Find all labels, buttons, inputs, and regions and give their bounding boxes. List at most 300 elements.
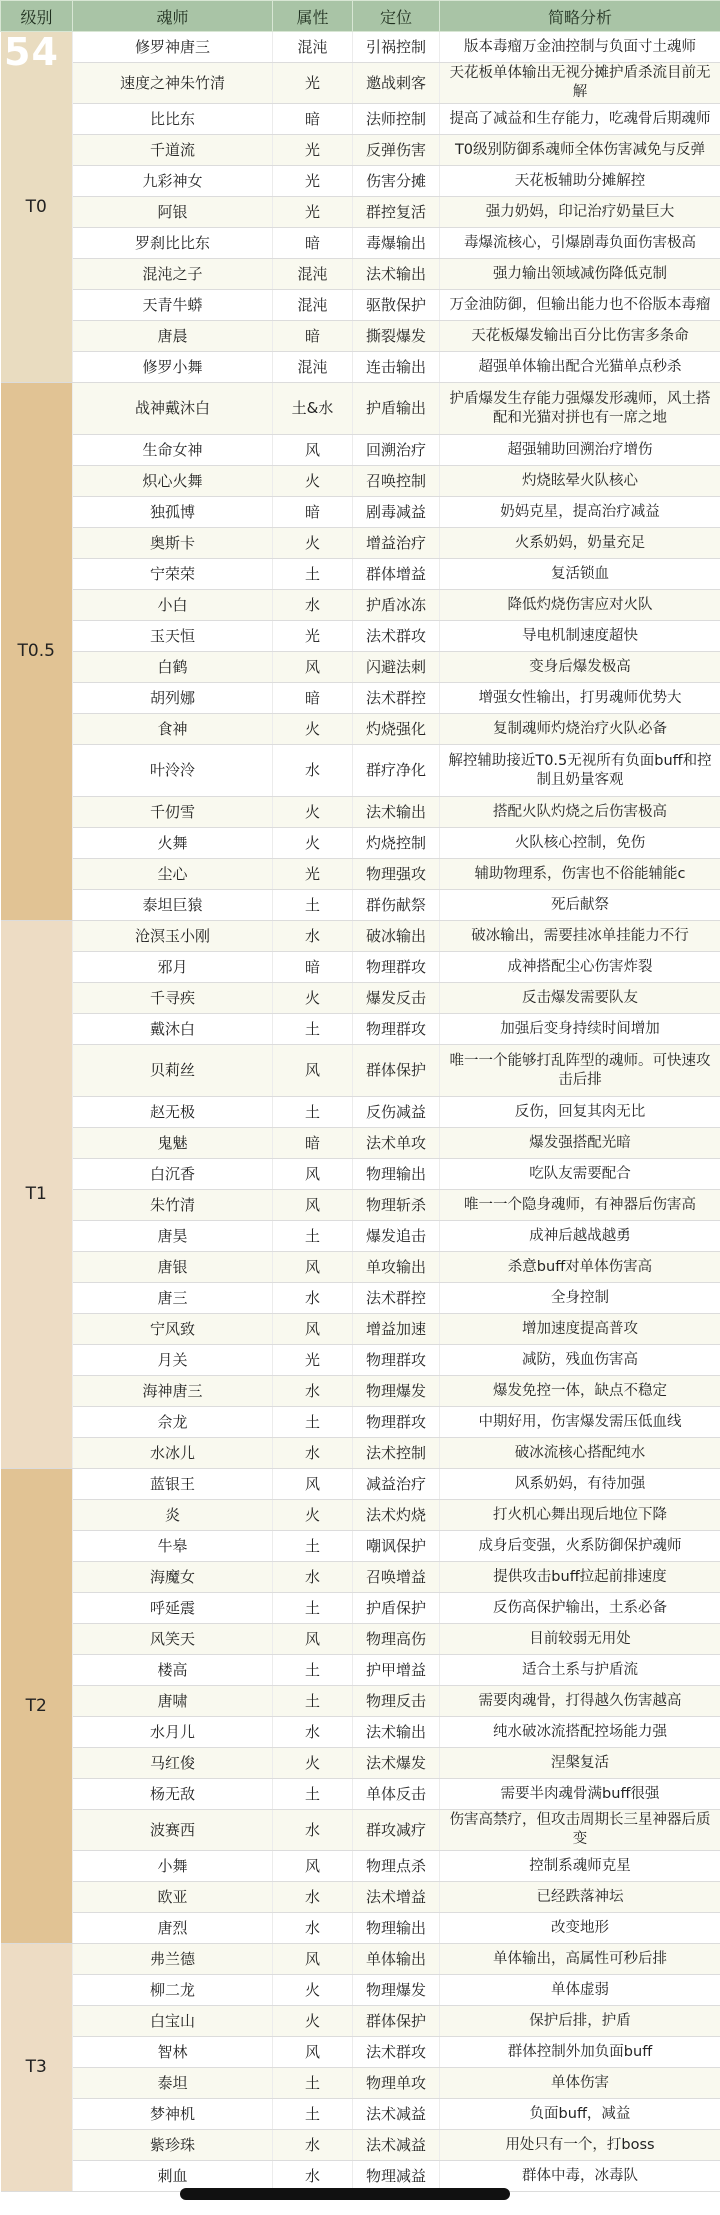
hero-name: 梦神机: [73, 2099, 273, 2130]
hero-attribute: 土: [273, 559, 353, 590]
table-row: [1, 2161, 720, 2192]
hero-attribute: 水: [273, 1438, 353, 1469]
hero-role: 撕裂爆发: [353, 321, 440, 352]
hero-name: 千寻疾: [73, 983, 273, 1014]
hero-attribute: 光: [273, 197, 353, 228]
table-row: [1, 1283, 720, 1314]
hero-analysis: 超强单体输出配合光猫单点秒杀: [440, 352, 720, 383]
hero-role: 物理高伤: [353, 1624, 440, 1655]
hero-name: 战神戴沐白: [73, 383, 273, 435]
table-row: [1, 859, 720, 890]
hero-role: 法术输出: [353, 1717, 440, 1748]
table-row: [1, 745, 720, 797]
hero-analysis: 负面buff，减益: [440, 2099, 720, 2130]
hero-attribute: 水: [273, 1882, 353, 1913]
hero-name: 玉天恒: [73, 621, 273, 652]
hero-attribute: 水: [273, 1283, 353, 1314]
table-row: [1, 983, 720, 1014]
hero-analysis: 伤害高禁疗，但攻击周期长三星神器后质变: [440, 1810, 720, 1851]
table-row: [1, 921, 720, 952]
table-row: [1, 259, 720, 290]
hero-analysis: 群体中毒，冰毒队: [440, 2161, 720, 2192]
hero-attribute: 火: [273, 1748, 353, 1779]
hero-attribute: 土: [273, 1593, 353, 1624]
hero-analysis: 增强女性输出，打男魂师优势大: [440, 683, 720, 714]
hero-role: 法术爆发: [353, 1748, 440, 1779]
hero-name: 弗兰德: [73, 1944, 273, 1975]
hero-analysis: 爆发强搭配光暗: [440, 1128, 720, 1159]
hero-role: 物理群攻: [353, 1345, 440, 1376]
hero-analysis: 毒爆流核心，引爆剧毒负面伤害极高: [440, 228, 720, 259]
hero-role: 灼烧控制: [353, 828, 440, 859]
table-row: [1, 1531, 720, 1562]
hero-name: 白沉香: [73, 1159, 273, 1190]
hero-role: 单攻输出: [353, 1252, 440, 1283]
hero-name: 小舞: [73, 1851, 273, 1882]
hero-attribute: 光: [273, 135, 353, 166]
hero-name: 食神: [73, 714, 273, 745]
hero-attribute: 土: [273, 1097, 353, 1128]
table-row: [1, 797, 720, 828]
hero-role: 闪避法刺: [353, 652, 440, 683]
hero-name: 沧溟玉小刚: [73, 921, 273, 952]
hero-name: 邪月: [73, 952, 273, 983]
hero-analysis: 复制魂师灼烧治疗火队必备: [440, 714, 720, 745]
hero-name: 贝莉丝: [73, 1045, 273, 1097]
hero-name: 风笑天: [73, 1624, 273, 1655]
hero-attribute: 暗: [273, 1128, 353, 1159]
table-row: [1, 290, 720, 321]
hero-name: 罗刹比比东: [73, 228, 273, 259]
hero-role: 反弹伤害: [353, 135, 440, 166]
hero-role: 破冰输出: [353, 921, 440, 952]
hero-role: 物理点杀: [353, 1851, 440, 1882]
hero-attribute: 暗: [273, 104, 353, 135]
hero-analysis: 死后献祭: [440, 890, 720, 921]
hero-attribute: 混沌: [273, 259, 353, 290]
hero-role: 法术减益: [353, 2099, 440, 2130]
header-analysis: 简略分析: [440, 1, 720, 32]
hero-attribute: 风: [273, 1190, 353, 1221]
hero-analysis: 破冰输出，需要挂冰单挂能力不行: [440, 921, 720, 952]
hero-attribute: 土: [273, 2068, 353, 2099]
hero-attribute: 风: [273, 1851, 353, 1882]
table-row: [1, 32, 720, 63]
hero-name: 欧亚: [73, 1882, 273, 1913]
hero-attribute: 暗: [273, 683, 353, 714]
table-row: [1, 683, 720, 714]
hero-analysis: 奶妈克星，提高治疗减益: [440, 497, 720, 528]
hero-attribute: 火: [273, 466, 353, 497]
hero-role: 单体输出: [353, 1944, 440, 1975]
hero-attribute: 火: [273, 828, 353, 859]
hero-name: 修罗神唐三: [73, 32, 273, 63]
hero-attribute: 风: [273, 1944, 353, 1975]
hero-analysis: 导电机制速度超快: [440, 621, 720, 652]
hero-analysis: 单体输出，高属性可秒后排: [440, 1944, 720, 1975]
hero-analysis: 反伤，回复其肉无比: [440, 1097, 720, 1128]
hero-role: 法术单攻: [353, 1128, 440, 1159]
hero-attribute: 土&水: [273, 383, 353, 435]
table-row: [1, 228, 720, 259]
hero-analysis: 需要半肉魂骨满buff很强: [440, 1779, 720, 1810]
hero-attribute: 火: [273, 2006, 353, 2037]
hero-role: 驱散保护: [353, 290, 440, 321]
hero-attribute: 暗: [273, 952, 353, 983]
hero-analysis: 提供攻击buff拉起前排速度: [440, 1562, 720, 1593]
hero-attribute: 土: [273, 1686, 353, 1717]
hero-role: 物理群攻: [353, 1014, 440, 1045]
hero-role: 剧毒减益: [353, 497, 440, 528]
hero-attribute: 水: [273, 1810, 353, 1851]
table-row: [1, 828, 720, 859]
table-row: [1, 352, 720, 383]
hero-name: 柳二龙: [73, 1975, 273, 2006]
table-row: [1, 1810, 720, 1851]
hero-name: 尘心: [73, 859, 273, 890]
hero-analysis: 解控辅助接近T0.5无视所有负面buff和控制且奶量客观: [440, 745, 720, 797]
table-row: [1, 1221, 720, 1252]
hero-attribute: 风: [273, 1252, 353, 1283]
hero-role: 法术群攻: [353, 621, 440, 652]
hero-attribute: 火: [273, 528, 353, 559]
table-row: [1, 197, 720, 228]
hero-analysis: 天花板爆发输出百分比伤害多条命: [440, 321, 720, 352]
scrollbar[interactable]: [180, 2188, 510, 2200]
hero-role: 减益治疗: [353, 1469, 440, 1500]
hero-analysis: 涅槃复活: [440, 1748, 720, 1779]
hero-role: 回溯治疗: [353, 435, 440, 466]
hero-role: 群疗净化: [353, 745, 440, 797]
hero-name: 宁荣荣: [73, 559, 273, 590]
hero-analysis: 强力奶妈，印记治疗奶量巨大: [440, 197, 720, 228]
hero-attribute: 暗: [273, 321, 353, 352]
table-row: [1, 1851, 720, 1882]
hero-attribute: 风: [273, 1314, 353, 1345]
tier-label: T3: [1, 1944, 73, 2192]
table-row: [1, 559, 720, 590]
hero-role: 邀战刺客: [353, 63, 440, 104]
hero-attribute: 混沌: [273, 32, 353, 63]
hero-analysis: 单体虚弱: [440, 1975, 720, 2006]
hero-attribute: 水: [273, 921, 353, 952]
hero-attribute: 风: [273, 652, 353, 683]
hero-analysis: 反击爆发需要队友: [440, 983, 720, 1014]
hero-analysis: 群体控制外加负面buff: [440, 2037, 720, 2068]
hero-name: 刺血: [73, 2161, 273, 2192]
hero-role: 群体增益: [353, 559, 440, 590]
hero-name: 鬼魅: [73, 1128, 273, 1159]
hero-analysis: 提高了减益和生存能力，吃魂骨后期魂师: [440, 104, 720, 135]
hero-role: 法术减益: [353, 2130, 440, 2161]
hero-analysis: 天花板单体输出无视分摊护盾杀流目前无解: [440, 63, 720, 104]
table-row: [1, 321, 720, 352]
table-row: [1, 1717, 720, 1748]
table-row: [1, 714, 720, 745]
hero-role: 法术群控: [353, 683, 440, 714]
table-row: [1, 1748, 720, 1779]
hero-name: 杨无敌: [73, 1779, 273, 1810]
hero-analysis: 成身后变强，火系防御保护魂师: [440, 1531, 720, 1562]
hero-role: 护盾冰冻: [353, 590, 440, 621]
hero-analysis: 成神搭配尘心伤害炸裂: [440, 952, 720, 983]
table-row: [1, 1159, 720, 1190]
table-row: [1, 952, 720, 983]
hero-analysis: 已经跌落神坛: [440, 1882, 720, 1913]
hero-name: 修罗小舞: [73, 352, 273, 383]
hero-role: 法师控制: [353, 104, 440, 135]
table-row: [1, 1500, 720, 1531]
hero-attribute: 风: [273, 435, 353, 466]
hero-analysis: 爆发免控一体，缺点不稳定: [440, 1376, 720, 1407]
hero-role: 物理反击: [353, 1686, 440, 1717]
hero-role: 单体反击: [353, 1779, 440, 1810]
hero-analysis: 打火机心舞出现后地位下降: [440, 1500, 720, 1531]
hero-name: 奥斯卡: [73, 528, 273, 559]
hero-name: 蓝银王: [73, 1469, 273, 1500]
hero-attribute: 火: [273, 983, 353, 1014]
hero-role: 物理输出: [353, 1159, 440, 1190]
hero-name: 宁风致: [73, 1314, 273, 1345]
hero-role: 护甲增益: [353, 1655, 440, 1686]
hero-name: 水月儿: [73, 1717, 273, 1748]
hero-analysis: 减防，残血伤害高: [440, 1345, 720, 1376]
hero-analysis: 辅助物理系，伤害也不俗能辅能c: [440, 859, 720, 890]
hero-attribute: 光: [273, 859, 353, 890]
table-row: [1, 2037, 720, 2068]
hero-role: 伤害分摊: [353, 166, 440, 197]
hero-role: 物理单攻: [353, 2068, 440, 2099]
tier-label: T2: [1, 1469, 73, 1944]
hero-name: 智林: [73, 2037, 273, 2068]
tier-label: T0: [1, 32, 73, 383]
hero-name: 速度之神朱竹清: [73, 63, 273, 104]
hero-name: 紫珍珠: [73, 2130, 273, 2161]
table-row: [1, 1314, 720, 1345]
table-row: [1, 135, 720, 166]
table-row: [1, 435, 720, 466]
hero-role: 法术输出: [353, 797, 440, 828]
table-row: [1, 497, 720, 528]
hero-attribute: 暗: [273, 497, 353, 528]
hero-name: 戴沐白: [73, 1014, 273, 1045]
hero-attribute: 光: [273, 621, 353, 652]
hero-analysis: 用处只有一个，打boss: [440, 2130, 720, 2161]
hero-attribute: 火: [273, 1500, 353, 1531]
hero-name: 唐银: [73, 1252, 273, 1283]
hero-name: 九彩神女: [73, 166, 273, 197]
hero-role: 物理强攻: [353, 859, 440, 890]
hero-role: 物理输出: [353, 1913, 440, 1944]
hero-name: 唐三: [73, 1283, 273, 1314]
hero-attribute: 风: [273, 2037, 353, 2068]
hero-analysis: 降低灼烧伤害应对火队: [440, 590, 720, 621]
hero-analysis: 护盾爆发生存能力强爆发形魂师，风土搭配和光猫对拼也有一席之地: [440, 383, 720, 435]
table-row: [1, 652, 720, 683]
hero-name: 海魔女: [73, 1562, 273, 1593]
table-row: [1, 1045, 720, 1097]
hero-role: 毒爆输出: [353, 228, 440, 259]
hero-attribute: 土: [273, 1014, 353, 1045]
hero-attribute: 土: [273, 1779, 353, 1810]
hero-name: 楼高: [73, 1655, 273, 1686]
table-row: [1, 466, 720, 497]
hero-role: 群体保护: [353, 1045, 440, 1097]
hero-name: 独孤博: [73, 497, 273, 528]
hero-name: 白宝山: [73, 2006, 273, 2037]
header-row: [1, 1, 720, 32]
hero-name: 炎: [73, 1500, 273, 1531]
hero-role: 群控复活: [353, 197, 440, 228]
table-body: [1, 32, 720, 2192]
hero-role: 群伤献祭: [353, 890, 440, 921]
table-row: [1, 63, 720, 104]
hero-role: 增益加速: [353, 1314, 440, 1345]
hero-role: 护盾保护: [353, 1593, 440, 1624]
hero-attribute: 水: [273, 2130, 353, 2161]
table-row: [1, 1097, 720, 1128]
hero-analysis: 杀意buff对单体伤害高: [440, 1252, 720, 1283]
hero-analysis: 需要肉魂骨，打得越久伤害越高: [440, 1686, 720, 1717]
hero-attribute: 水: [273, 1717, 353, 1748]
hero-name: 波赛西: [73, 1810, 273, 1851]
hero-role: 物理爆发: [353, 1376, 440, 1407]
hero-attribute: 土: [273, 1221, 353, 1252]
hero-name: 海神唐三: [73, 1376, 273, 1407]
hero-role: 物理群攻: [353, 1407, 440, 1438]
hero-attribute: 水: [273, 745, 353, 797]
hero-attribute: 水: [273, 590, 353, 621]
table-row: [1, 1407, 720, 1438]
hero-analysis: 搭配火队灼烧之后伤害极高: [440, 797, 720, 828]
table-row: [1, 1128, 720, 1159]
hero-attribute: 光: [273, 63, 353, 104]
hero-analysis: 复活锁血: [440, 559, 720, 590]
hero-role: 召唤控制: [353, 466, 440, 497]
hero-name: 唐晨: [73, 321, 273, 352]
hero-role: 灼烧强化: [353, 714, 440, 745]
header-role: 定位: [353, 1, 440, 32]
hero-attribute: 土: [273, 1531, 353, 1562]
header-attribute: 属性: [273, 1, 353, 32]
hero-role: 引祸控制: [353, 32, 440, 63]
table-row: [1, 1593, 720, 1624]
hero-attribute: 土: [273, 1407, 353, 1438]
table-row: [1, 1975, 720, 2006]
hero-analysis: 中期好用，伤害爆发需压低血线: [440, 1407, 720, 1438]
table-row: [1, 1624, 720, 1655]
hero-role: 爆发追击: [353, 1221, 440, 1252]
table-row: [1, 2068, 720, 2099]
hero-analysis: 保护后排，护盾: [440, 2006, 720, 2037]
hero-attribute: 混沌: [273, 290, 353, 321]
hero-attribute: 水: [273, 1913, 353, 1944]
hero-analysis: 风系奶妈，有待加强: [440, 1469, 720, 1500]
hero-attribute: 土: [273, 1655, 353, 1686]
table-row: [1, 590, 720, 621]
hero-name: 胡列娜: [73, 683, 273, 714]
table-row: [1, 2006, 720, 2037]
hero-attribute: 土: [273, 2099, 353, 2130]
hero-role: 法术群攻: [353, 2037, 440, 2068]
hero-name: 月关: [73, 1345, 273, 1376]
hero-role: 法术控制: [353, 1438, 440, 1469]
hero-analysis: 版本毒瘤万金油控制与负面寸土魂师: [440, 32, 720, 63]
hero-analysis: 加强后变身持续时间增加: [440, 1014, 720, 1045]
hero-attribute: 风: [273, 1469, 353, 1500]
hero-analysis: 反伤高保护输出，土系必备: [440, 1593, 720, 1624]
hero-role: 法术输出: [353, 259, 440, 290]
tier-label: T1: [1, 921, 73, 1469]
hero-role: 召唤增益: [353, 1562, 440, 1593]
hero-analysis: 火系奶妈，奶量充足: [440, 528, 720, 559]
hero-analysis: 万金油防御，但输出能力也不俗版本毒瘤: [440, 290, 720, 321]
table-row: [1, 1345, 720, 1376]
table-row: [1, 1469, 720, 1500]
hero-name: 唐烈: [73, 1913, 273, 1944]
table-row: [1, 2099, 720, 2130]
hero-attribute: 水: [273, 1376, 353, 1407]
hero-analysis: 增加速度提高普攻: [440, 1314, 720, 1345]
hero-name: 小白: [73, 590, 273, 621]
hero-role: 嘲讽保护: [353, 1531, 440, 1562]
table-row: [1, 1014, 720, 1045]
table-row: [1, 1944, 720, 1975]
table-row: [1, 2130, 720, 2161]
hero-name: 佘龙: [73, 1407, 273, 1438]
hero-attribute: 火: [273, 714, 353, 745]
hero-name: 呼延震: [73, 1593, 273, 1624]
hero-analysis: 超强辅助回溯治疗增伤: [440, 435, 720, 466]
hero-attribute: 土: [273, 890, 353, 921]
hero-role: 群攻减疗: [353, 1810, 440, 1851]
hero-role: 法术增益: [353, 1882, 440, 1913]
hero-role: 物理爆发: [353, 1975, 440, 2006]
hero-name: 炽心火舞: [73, 466, 273, 497]
hero-analysis: 目前较弱无用处: [440, 1624, 720, 1655]
hero-analysis: 适合土系与护盾流: [440, 1655, 720, 1686]
hero-role: 物理减益: [353, 2161, 440, 2192]
hero-analysis: 纯水破冰流搭配控场能力强: [440, 1717, 720, 1748]
hero-name: 水冰儿: [73, 1438, 273, 1469]
tier-label: T0.5: [1, 383, 73, 921]
hero-role: 法术群控: [353, 1283, 440, 1314]
table-row: [1, 1655, 720, 1686]
hero-analysis: 唯一一个隐身魂师，有神器后伤害高: [440, 1190, 720, 1221]
hero-name: 比比东: [73, 104, 273, 135]
table-row: [1, 1252, 720, 1283]
hero-name: 马红俊: [73, 1748, 273, 1779]
hero-attribute: 水: [273, 1562, 353, 1593]
table-row: [1, 1882, 720, 1913]
overlay-badge: 54: [4, 30, 59, 74]
hero-analysis: 灼烧眩晕火队核心: [440, 466, 720, 497]
hero-name: 火舞: [73, 828, 273, 859]
hero-attribute: 风: [273, 1624, 353, 1655]
hero-role: 法术灼烧: [353, 1500, 440, 1531]
hero-name: 唐昊: [73, 1221, 273, 1252]
hero-attribute: 光: [273, 166, 353, 197]
hero-analysis: 变身后爆发极高: [440, 652, 720, 683]
hero-analysis: 吃队友需要配合: [440, 1159, 720, 1190]
hero-role: 反伤减益: [353, 1097, 440, 1128]
hero-name: 天青牛蟒: [73, 290, 273, 321]
hero-role: 增益治疗: [353, 528, 440, 559]
table-row: [1, 1779, 720, 1810]
hero-attribute: 风: [273, 1045, 353, 1097]
table-row: [1, 621, 720, 652]
table-row: [1, 1562, 720, 1593]
